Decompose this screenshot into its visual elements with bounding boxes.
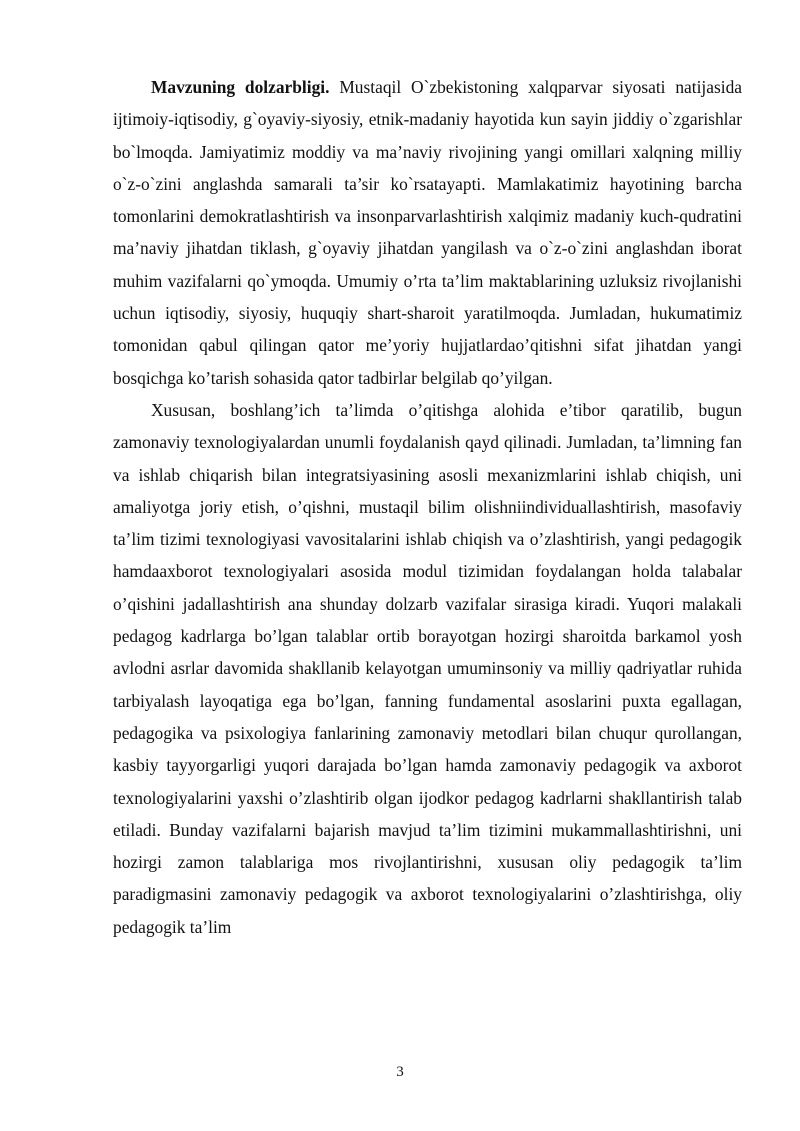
paragraph-primary-education-text: Xususan, boshlang’ich ta’limda o’qitishga alohida e’tibor qaratilib, bugun zamonaviy texnologiyalardan unumli foydalanish qayd qilinadi. Jumladan, ta’limning fan va ishlab chiqarish bilan integratsiyasining asosli mexanizmlarini ishlab chiqish, uni amaliyotga joriy etish, o’qishni, mustaqil bilim olishniindividuallashtirish, masofaviy ta’lim tizimi texnologiyasi vavositalarini ishlab chiqish va o’zlashtirish, yangi pedagogik hamdaaxborot texnologiyalari asosida modul tizimidan foydalangan holda talabalar o’qishini jadallashtirish ana shunday dolzarb vazifalar sirasiga kiradi. Yuqori malakali pedagog kadrlarga bo’lgan talablar ortib borayotgan hozirgi sharoitda barkamol yosh avlodni asrlar davomida shakllanib kelayotgan umuminsoniy va milliy qadriyatlar ruhida tarbiyalash layoqatiga ega bo’lgan, fanning fundamental asoslarini puxta egallagan, pedagogika va psixologiya fanlarining zamonaviy metodlari bilan chuqur qurollangan, kasbiy tayyorgarligi yuqori darajada bo’lgan hamda zamonaviy pedagogik va axborot texnologiyalarini yaxshi o’zlashtirib olgan ijodkor pedagog kadrlarni shakllantirish talab etiladi. Bunday vazifalarni bajarish mavjud ta’lim tizimini mukammallashtirishni, uni hozirgi zamon talablariga mos rivojlantirishni, xususan oliy pedagogik ta’lim paradigmasini zamonaviy pedagogik va axborot texnologiyalarini o’zlashtirishga, oliy pedagogik ta’lim bbox=[113, 399, 742, 937]
document-body bbox=[113, 71, 742, 943]
paragraph-relevance bbox=[113, 71, 742, 394]
paragraph-relevance-text: Mustaqil O`zbekistoning xalqparvar siyosati natijasida ijtimoiy-iqtisodiy, g`oyaviy-siyosiy, etnik-madaniy hayotida kun sayin jiddiy o`zgarishlar bo`lmoqda. Jamiyatimiz moddiy va ma’naviy rivojining yangi omillari xalqning milliy o`z-o`zini anglashda samarali ta’sir ko`rsatayapti. Mamlakatimiz hayotining barcha tomonlarini demokratlashtirish va insonparvarlashtirish xalqimiz madaniy kuch-qudratini ma’naviy jihatdan tiklash, g`oyaviy jihatdan yangilash va o`z-o`zini anglashdan iborat muhim vazifalarni qo`ymoqda. Umumiy o’rta ta’lim maktablarining uzluksiz rivojlanishi uchun iqtisodiy, siyosiy, huquqiy shart-sharoit yaratilmoqda. Jumladan, hukumatimiz tomonidan qabul qilingan qator me’yoriy hujjatlardao’qitishni sifat jihatdan yangi bosqichga ko’tarish sohasida qator tadbirlar belgilab qo’yilgan. bbox=[113, 77, 742, 388]
page-number: 3 bbox=[396, 1064, 404, 1080]
section-heading-relevance: Mavzuning dolzarbligi. bbox=[151, 77, 330, 97]
paragraph-primary-education bbox=[113, 394, 742, 943]
